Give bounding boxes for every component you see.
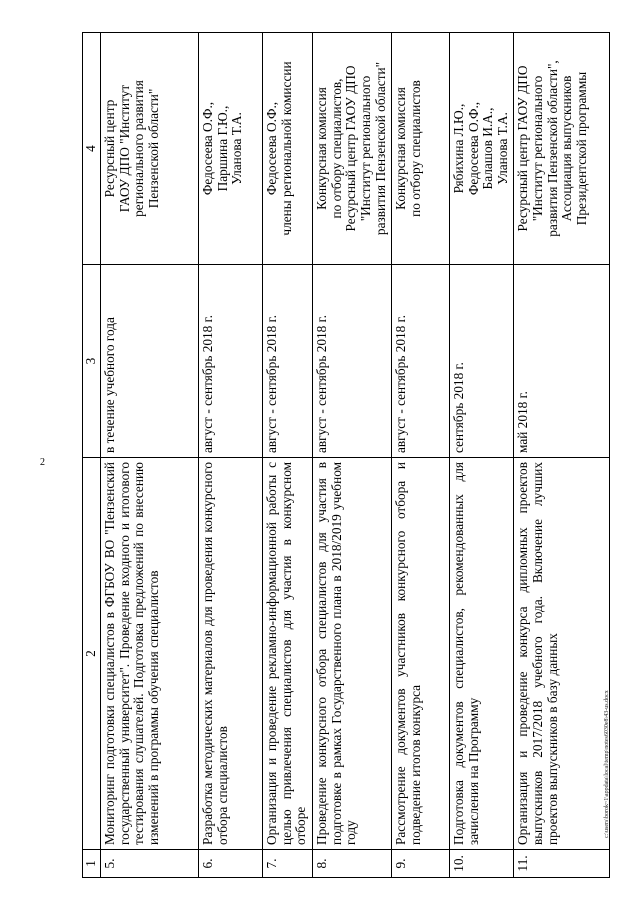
responsible-cell: [198, 33, 262, 265]
responsible-line: "Институт регионального: [358, 75, 374, 222]
header-col-2: 2: [83, 458, 101, 850]
row-number: 9.: [391, 850, 449, 878]
responsible-line: Ресурсный центр ГАОУ ДПО: [514, 65, 530, 232]
task-cell: Разработка методических материалов для проведения конкурсного отбора специалистов: [198, 458, 262, 850]
rotated-page-content: [82, 33, 612, 878]
task-cell: Организация и проведение рекламно-информационной работы с целью привлечения специалистов для участия в конкурсном отборе: [262, 458, 312, 850]
responsible-line: Уланова Т.А.: [495, 112, 511, 185]
page-number: 2: [40, 457, 45, 468]
responsible-line: Уланова Т.А.: [229, 112, 245, 185]
responsible-line: по отбору специалистов,: [328, 78, 344, 219]
row-number: 7.: [262, 850, 312, 878]
table-body: [100, 33, 609, 878]
task-cell: Подготовка документов специалистов, рекомендованных для зачисления на Программу: [449, 458, 513, 850]
table-row: [262, 33, 312, 878]
responsible-cell: [100, 33, 198, 265]
table-row: [312, 33, 391, 878]
responsible-line: "Институт регионального: [529, 75, 545, 222]
row-number: 8.: [312, 850, 391, 878]
task-cell: Организация и проведение конкурса дипломных проектов выпускников 2017/2018 учебного года. Включение лучших проектов выпускников в базу данных: [513, 458, 609, 850]
responsible-line: развития Пензенской области": [372, 61, 388, 236]
responsible-line: развития Пензенской области",: [544, 60, 560, 237]
responsible-line: Ассоциация выпускников: [559, 75, 575, 222]
task-cell: Мониторинг подготовки специалистов в ФГБОУ ВО "Пензенский государственный университет". Проведение входного и итогового тестирования слушателей. Подготовка предложений по внесению изменений в программы обучения специалистов: [100, 458, 198, 850]
responsible-line: Федосеева О.Ф.,: [199, 101, 215, 196]
table-row: [513, 33, 609, 878]
responsible-cell: [513, 33, 609, 265]
table-row: [100, 33, 198, 878]
responsible-line: Ресурсный центр: [101, 99, 117, 198]
responsible-line: ГАОУ ДПО "Институт: [116, 84, 132, 213]
row-number: 11.: [513, 850, 609, 878]
responsible-cell: [449, 33, 513, 265]
responsible-cell: [391, 33, 449, 265]
plan-table: [82, 32, 610, 878]
responsible-line: Федосеева О.Ф.,: [465, 101, 481, 196]
responsible-line: Балашов И.А.,: [480, 107, 496, 190]
footer-file-path: c:\users\borok~1\appdata\local\temp\notes6030e8\43-us.docx: [604, 690, 610, 838]
term-cell: в течение учебного года: [100, 265, 198, 458]
header-col-3: 3: [83, 265, 101, 458]
table-header-row: [83, 33, 101, 878]
term-cell: май 2018 г.: [513, 265, 609, 458]
header-col-4: 4: [83, 33, 101, 265]
row-number: 10.: [449, 850, 513, 878]
term-cell: сентябрь 2018 г.: [449, 265, 513, 458]
term-cell: август - сентябрь 2018 г.: [391, 265, 449, 458]
row-number: 5.: [100, 850, 198, 878]
header-col-1: 1: [83, 850, 101, 878]
responsible-line: Рябихина Л.Ю.,: [450, 103, 466, 194]
responsible-line: члены региональной комиссии: [278, 61, 294, 236]
responsible-cell: [312, 33, 391, 265]
responsible-line: Пензенской области": [146, 88, 162, 209]
responsible-line: Конкурсная комиссия: [313, 87, 329, 210]
responsible-line: Конкурсная комиссия: [392, 87, 408, 210]
table-row: [198, 33, 262, 878]
table-row: [391, 33, 449, 878]
term-cell: август - сентябрь 2018 г.: [198, 265, 262, 458]
responsible-line: Федосеева О.Ф.,: [263, 101, 279, 196]
responsible-line: Паршина Г.Ю.,: [214, 105, 230, 192]
responsible-line: Ресурсный центр ГАОУ ДПО: [343, 65, 359, 232]
responsible-line: Президентской программы: [574, 71, 590, 226]
responsible-line: по отбору специалистов: [407, 80, 423, 217]
table-row: [449, 33, 513, 878]
responsible-line: регионального развития: [131, 80, 147, 217]
responsible-cell: [262, 33, 312, 265]
row-number: 6.: [198, 850, 262, 878]
task-cell: Рассмотрение документов участников конкурсного отбора и подведение итогов конкурса: [391, 458, 449, 850]
term-cell: август - сентябрь 2018 г.: [262, 265, 312, 458]
task-cell: Проведение конкурсного отбора специалистов для участия в подготовке в рамках Государственного плана в 2018/2019 учебном году: [312, 458, 391, 850]
term-cell: август - сентябрь 2018 г.: [312, 265, 391, 458]
